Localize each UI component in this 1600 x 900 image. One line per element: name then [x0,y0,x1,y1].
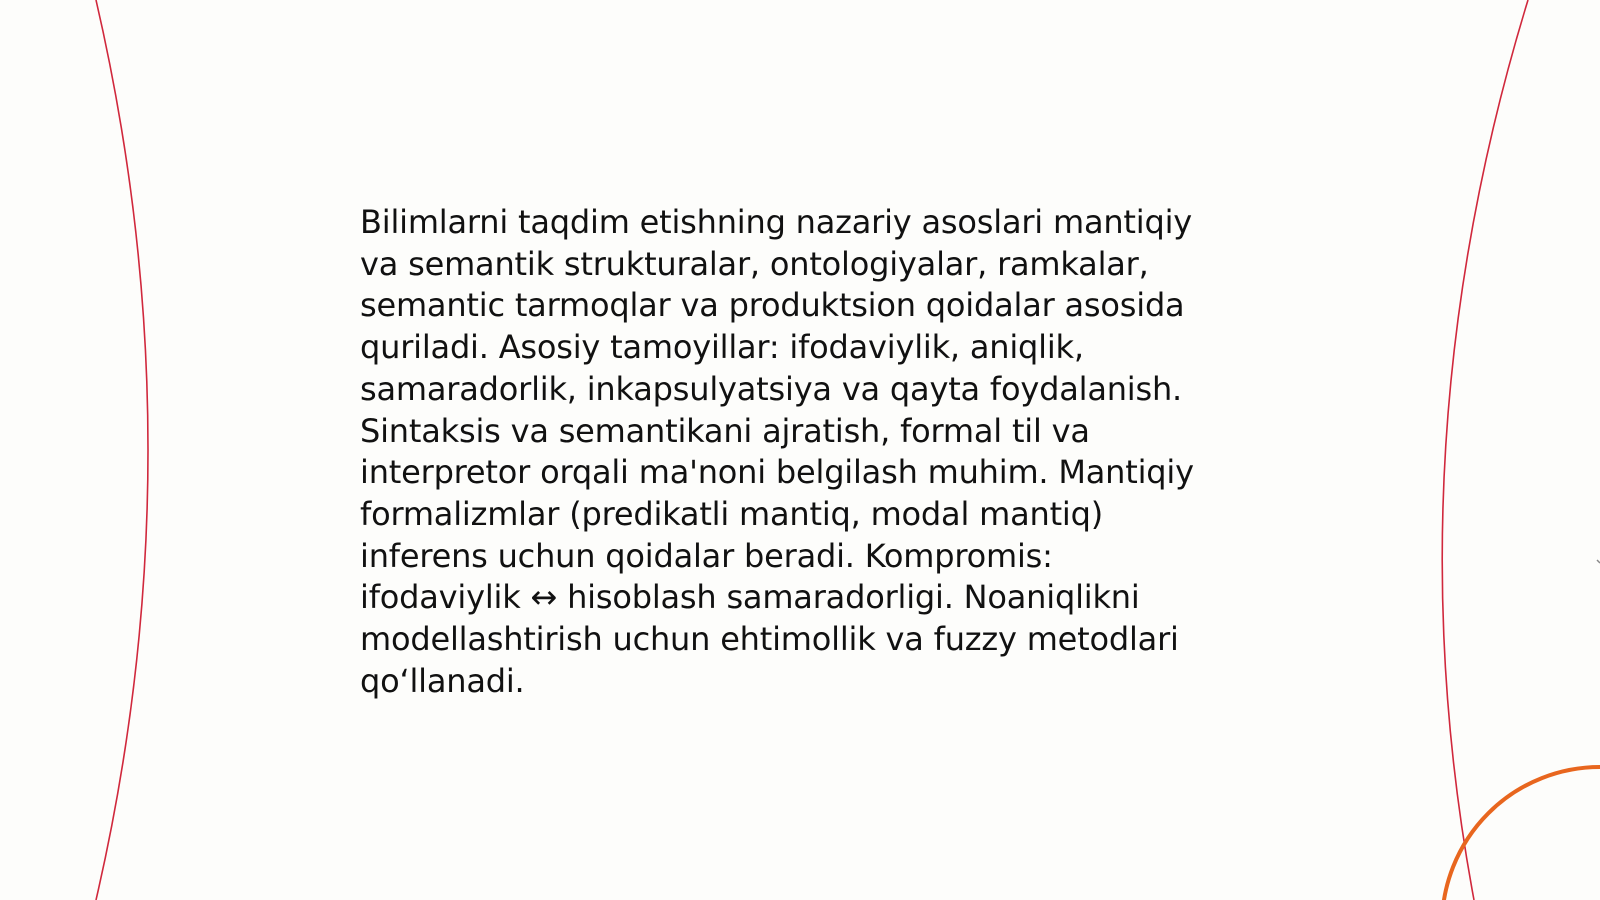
text-line: formalizmlar (predikatli mantiq, modal mantiq) [360,494,1104,533]
text-line: Bilimlarni taqdim etishning nazariy asoslari mantiqiy [360,203,1193,241]
left-arc-line [96,0,148,900]
text-line: quriladi. Asosiy tamoyillar: ifodaviylik, aniqlik, [360,328,1084,367]
right-arc-line [1442,0,1528,900]
accent-circle-arc [1442,767,1600,900]
text-line: qo‘llanadi. [360,661,525,700]
text-line: modellashtirish uchun ehtimollik va fuzzy metodlari [360,620,1179,659]
text-line: va semantik strukturalar, ontologiyalar, ramkalar, [360,244,1149,283]
text-line: interpretor orqali ma'noni belgilash muhim. Mantiqiy [360,453,1194,492]
text-line: Sintaksis va semantikani ajratish, formal til va [360,411,1090,450]
slide-body-text [360,202,1240,702]
text-line: ifodaviylik ↔ hisoblash samaradorligi. Noaniqlikni [360,578,1140,617]
text-line: semantic tarmoqlar va produktsion qoidalar asosida [360,286,1185,325]
text-line: samaradorlik, inkapsulyatsiya va qayta foydalanish. [360,369,1183,408]
text-line: inferens uchun qoidalar beradi. Kompromis: [360,536,1053,575]
